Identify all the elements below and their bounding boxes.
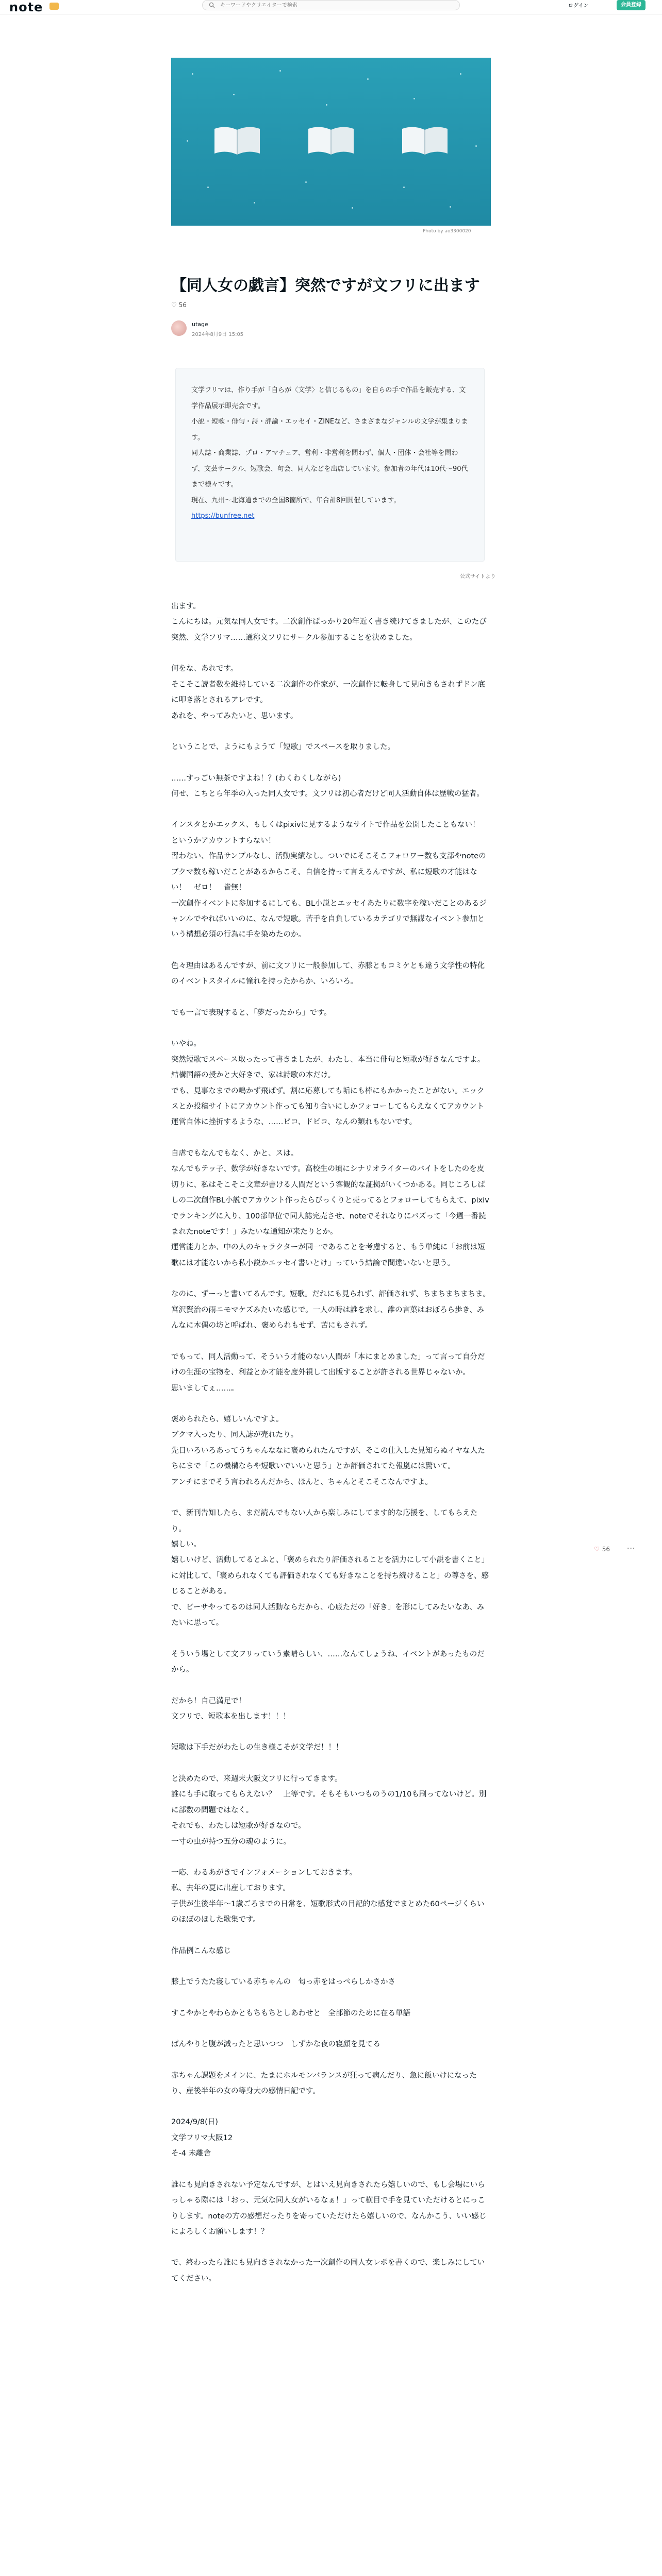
article-title: 【同人女の戯言】突然ですが文フリに出ます <box>171 277 480 295</box>
book-icon <box>400 124 450 157</box>
body-paragraph: 色々理由はあるんですが、前に文フリに一般参加して、赤膝ともコミケとも違う文学性の特化のイベントスタイルに憧れを持ったからか、いろいろ。 <box>171 961 485 986</box>
heart-icon: ♡ <box>594 1546 600 1553</box>
body-paragraph: 赤ちゃん課題をメインに、たまにホルモンバランスが狂って病んだり、急に飯いけになったり、産後半年の女の等身大の感情日記です。 <box>171 2071 477 2095</box>
post-date: 2024年8月9日 15:05 <box>192 332 244 337</box>
hero-image <box>171 58 491 226</box>
heart-outline-icon: ♡ <box>171 301 179 309</box>
signup-button[interactable]: 会員登録 <box>617 0 646 10</box>
body-paragraph: 作品例こんな感じ <box>171 1946 231 1955</box>
body-paragraph: ……すっごい無茶ですよね！？(わくわくしながら) 何せ、こちとら年季の入った同人女です。文フリは初心者だけど同人活動自体は歴戦の猛者。 <box>171 774 484 798</box>
floating-like-button[interactable]: ♡ 56 <box>594 1546 610 1553</box>
body-paragraph: 膝上でうたた寝している赤ちゃんの 匂っ赤をはっぺらしかさかさ <box>171 1978 395 1987</box>
site-header <box>0 0 662 14</box>
embed-line: 現在、九州〜北海道までの全国8箇所で、年合計8回開催しています。 <box>191 496 401 504</box>
photo-credit[interactable]: Photo by ao3300020 <box>423 229 471 234</box>
logo-badge-icon <box>49 3 59 10</box>
body-paragraph: 短歌は下手だがわたしの生き様こそが文学だ！！！ <box>171 1743 343 1752</box>
embed-card[interactable] <box>175 368 485 562</box>
body-paragraph: だから！自己満足で！ 文フリで、短歌本を出します！！！ <box>171 1697 291 1721</box>
body-paragraph: ということで、ようにもようて「短歌」でスペースを取りました。 <box>171 743 395 752</box>
book-icon <box>212 124 262 157</box>
embed-line: 同人誌・商業誌、プロ・アマチュア、営利・非営利を問わず、個人・団体・会社等を問わず、文芸サークル、短歌会、句会、同人などを出店しています。参加者の年代は10代〜90代まで様々です。 <box>191 449 468 489</box>
article-like-count[interactable]: ♡ 56 <box>171 301 187 309</box>
more-options-icon[interactable]: ··· <box>627 1545 636 1553</box>
body-paragraph: 褒められたら、嬉しいんですよ。 ブクマ入ったり、同人誌が売れたり。 先日いろいろあってうちゃんななに褒められたんですが、そこの仕入した見知らぬイヤな人たちにまで「この機構ならや短歌いでいいと思う」とか評価されてた報嵐には驚いて。 アンチにまでそう言われるんだから、ほんと、ちゃんとそこそこなんですよ。 <box>171 1415 485 1486</box>
search-icon <box>209 2 215 8</box>
body-paragraph: いやね。 突然短歌でスペース取ったって書きましたが、わたし、本当に俳句と短歌が好きなんですよ。結構国語の授かと大好きで、家は詩歌の本だけ。 でも、見事なまでの鳴かず飛ばず。割に応募しても垢にも棒にもかかったことがない。エックスとか投稿サイトにアカウント作っても知り合いにしかフォローしてもらえなくてアカウント運営自体に挫折するような、……ビコ、ドビコ、なんの類れもないです。 <box>171 1040 485 1127</box>
embed-source: 公式サイトより <box>460 574 496 580</box>
body-paragraph: そういう場として文フリっていう素晴らしい、……なんてしょうね、イベントがあったものだから。 <box>171 1650 485 1674</box>
body-paragraph: でも一言で表現すると、「夢だったから」です。 <box>171 1008 332 1017</box>
author-avatar-small[interactable] <box>171 320 187 336</box>
body-paragraph: ぱんやりと腹が減ったと思いつつ しずかな夜の寝顔を見てる <box>171 2040 380 2049</box>
search-input[interactable] <box>220 1 447 10</box>
search-box[interactable] <box>202 0 460 10</box>
body-paragraph: 誰にも見向きされない予定なんですが、とはいえ見向きされたら嬉しいので、もし会場にいらっしゃる際には「おっ、元気な同人女がいるなぁ！」って横目で手を見ていただけるとにっこりします。noteの方の感想だったりを寄っていただけたら嬉しいので、なんかこう、いい感じによろしくお願いします！？ <box>171 2180 487 2236</box>
body-paragraph: なのに、ずーっと書いてるんです。短歌。だれにも見られず、評価されず、ちまちまちまちま。宮沢賢治の雨ニモマケズみたいな感じで。一人の時は誰を求し、誰の言葉はおぼろら歩き、みんなに木偶の坊と呼ばれ、褒められもせず、苦にもされず。 <box>171 1290 491 1330</box>
body-paragraph: で、新刊告知したら、まだ読んでもない人から楽しみにしてます的な応援を、してもらえたり。 嬉しい。 嬉しいけど、活動してるとふと、「褒められたり評価されることを活力にして小説を書くこと」に対比して、「褒められなくても評価されなくても好きなことを持ち続けること」の尊さを、感じることがある。 で、ビーサやってるのは同人活動ならだから、心底ただの「好き」を形にしてみたいなあ、みたいに思って。 <box>171 1509 489 1628</box>
body-paragraph: 2024/9/8(日) 文学フリマ大阪12 そ-4 未離舎 <box>171 2118 233 2158</box>
body-paragraph: で、終わったら誰にも見向きされなかった一次創作の同人女レポを書くので、楽しみにしていてください。 <box>171 2259 485 2283</box>
note-logo[interactable]: note <box>9 0 43 14</box>
book-icon <box>306 124 356 157</box>
body-paragraph: 一応、わるあがきでインフォメーションしておきます。 私、去年の夏に出産しております。 子供が生後半年〜1歳ごろまでの日常を、短歌形式の目記的な感覚でまとめた60ページくらいのほぼのほした歌集です。 <box>171 1869 485 1924</box>
embed-line: 小説・短歌・俳句・詩・評論・エッセイ・ZINEなど、さまざまなジャンルの文学が集まります。 <box>191 418 468 442</box>
body-paragraph: すこやかとやわらかともちもちとしあわせと 全部節のために在る単語 <box>171 2009 410 2018</box>
author-name-small[interactable]: utage <box>192 321 208 328</box>
login-link[interactable]: ログイン <box>568 3 589 9</box>
body-paragraph: でもって、同人活動って、そういう才能のない人間が「本にまとめました」って言って自分だけの生涯の宝物を、利益とか才能を度外視して出版することが許される世界じゃないか。 思いましてぇ……。 <box>171 1352 485 1393</box>
body-paragraph: と決めたので、来週末大阪文フリに行ってきます。 誰にも手に取ってもらえない？ 上等です。そもそもいつものうの1/10も刷ってないけど。別に部数の問題ではなく。 それでも、わたしは短歌が好きなので。 一寸の虫が持つ五分の魂のように。 <box>171 1774 487 1846</box>
body-paragraph: 自虐でもなんでもなく、かと、スは。 なんでもテッ子、数学が好きないです。高校生の頃にシナリオライターのバイトをしたのを皮切りに、私はそこそこ文章が書ける人間だという客観的な証拠がいくつかある。同じころしばしの二次創作BL小説でアカウント作ったらびっくりと売ってるとフォローしてもらえて、pixivでランキングに入り、100部単位で同人誌完売させ、noteでそれなりにバズって「今週一番読まれたnoteです！」みたいな通知が来たりとか。 運営能力とか、中の人のキャラクターが同一であることを考慮すると、もう単純に「お前は短歌には才能ないから私小説かエッセイ書いとけ」っていう結論で間違いないと思う。 <box>171 1149 489 1267</box>
embed-link[interactable]: https://bunfree.net <box>191 512 255 520</box>
body-paragraph: 何をな、あれです。 そこそこ読者数を維持している二次創作の作家が、一次創作に転身して見向きもされずドン底に叩き落とされるアレです。 あれを、やってみたいと、思います。 <box>171 665 485 720</box>
embed-line: 文学フリマは、作り手が「自らが〈文学〉と信じるもの」を自らの手で作品を販売する、文学作品展示即売会です。 <box>191 386 466 410</box>
body-paragraph: 出ます。 こんにちは。元気な同人女です。二次創作ばっかり20年近く書き続けてきましたが、このたび突然、文学フリマ……通称文フリにサークル参加することを決めました。 <box>171 602 487 642</box>
article-body <box>171 599 491 2302</box>
body-paragraph: インスタとかエックス、もしくはpixivに見するようなサイトで作品を公開したこともない！ というかアカウントすらない！ 習わない、作品サンプルなし、活動実績なし。ついでにそこそこフォロワー数も支部やnoteのブクマ数も稼いだことがあるからこそ、自信を持って言えるんですが、私に短歌の才能はない！ ゼロ！ 皆無！ 一次創作イベントに参加するにしても、BL小説とエッセイあたりに数字を稼いだことのあるジャンルでやればいいのに、なんで短歌。苦手を自負しているカテゴリで無謀なイベント参加という構想必須の行為に手を染めたのか。 <box>171 821 487 939</box>
